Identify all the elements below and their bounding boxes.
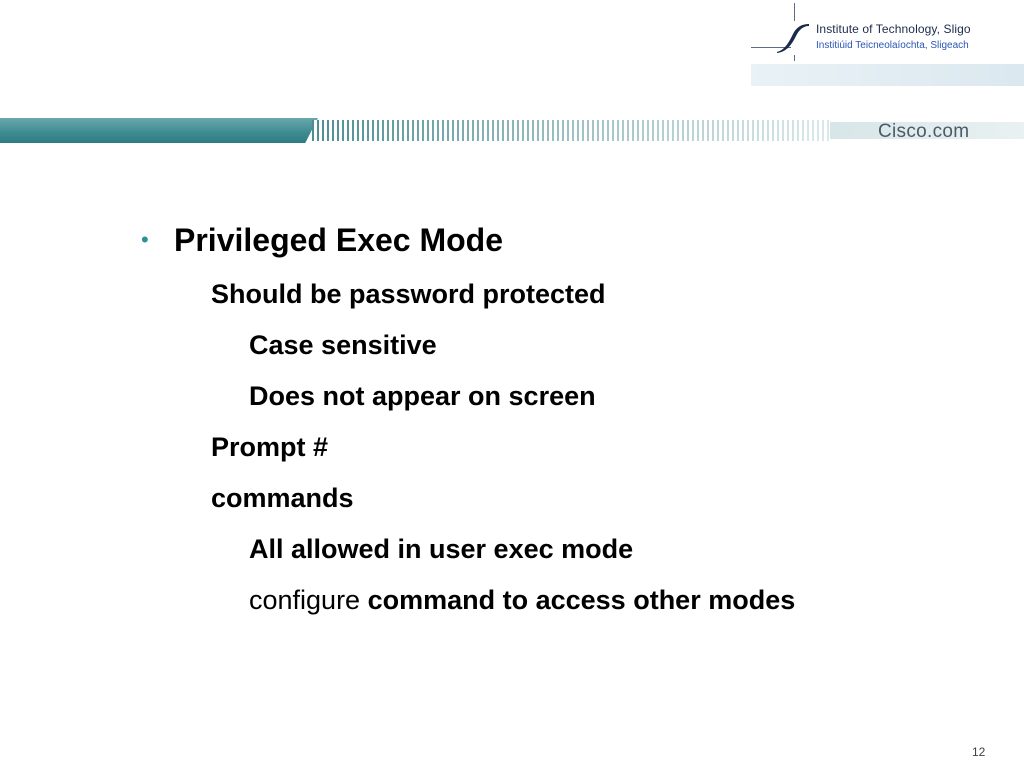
institute-name-ga: Institiúid Teicneolaíochta, Sligeach [816,40,969,51]
configure-description: command to access other modes [367,585,796,615]
institute-logo [751,0,1024,86]
list-item: Should be password protected [211,279,606,309]
cisco-brand-text: Cisco.com [878,121,970,142]
institute-name-en: Institute of Technology, Sligo [816,22,971,36]
logo-base-strip [751,64,1024,86]
header-band [0,118,1024,143]
list-item-configure [249,585,795,616]
list-item: All allowed in user exec mode [249,534,634,564]
logo-divider [794,3,795,21]
list-item: Case sensitive [249,330,437,360]
header-band-stripes [312,120,832,141]
list-item: commands [211,483,354,513]
page-number: 12 [972,745,986,759]
header-band-solid [0,118,318,143]
bullet-icon: • [141,227,149,252]
configure-keyword: configure [249,585,361,615]
list-item: Prompt # [211,432,329,462]
institute-swoosh-icon [775,22,811,54]
slide-title: Privileged Exec Mode [174,222,504,258]
logo-divider-lower [794,55,795,61]
list-item: Does not appear on screen [249,381,596,411]
